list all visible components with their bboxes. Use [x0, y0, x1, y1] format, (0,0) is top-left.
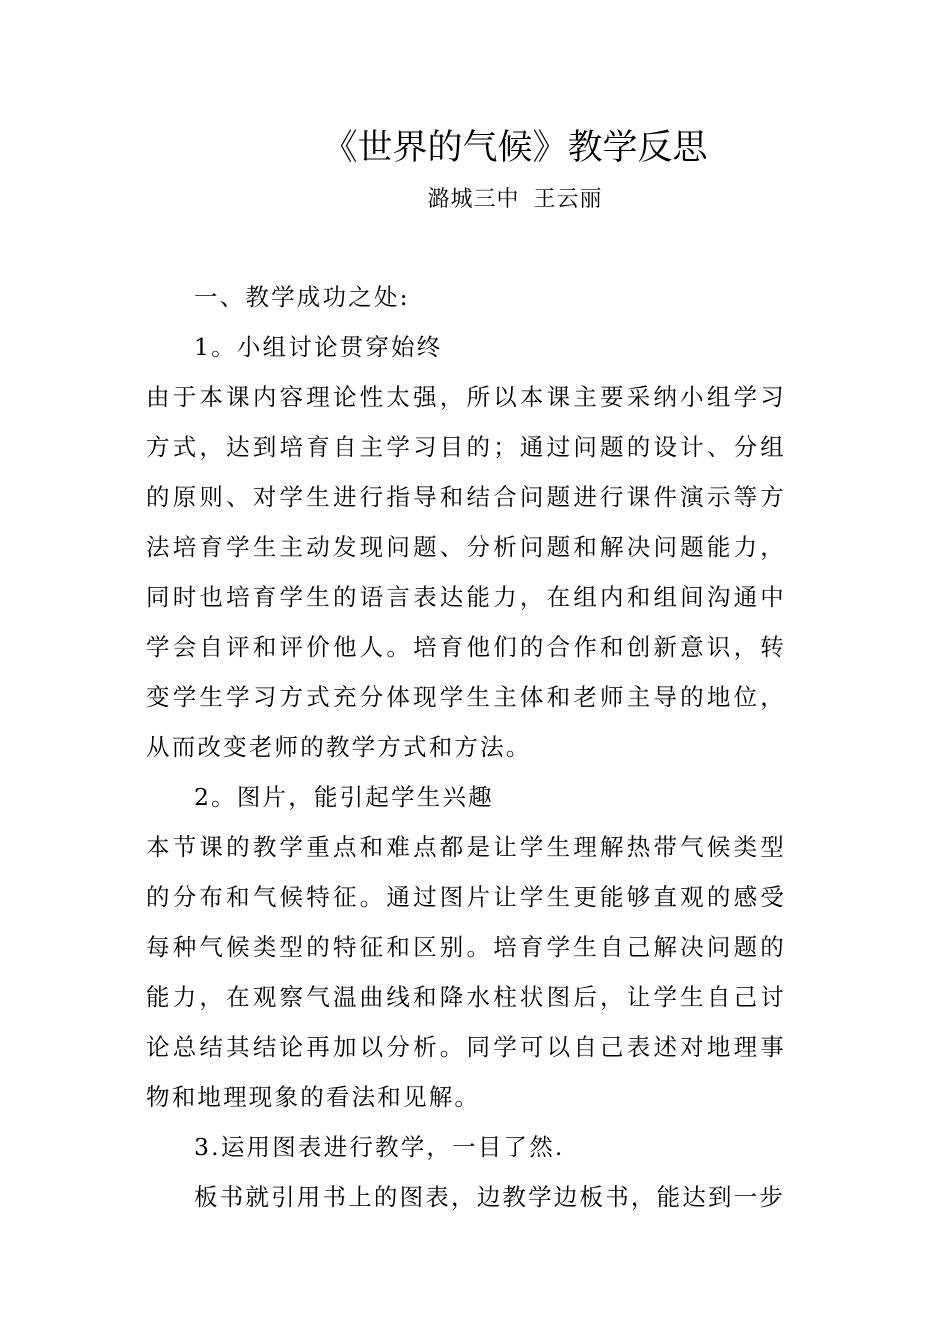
document-body	[146, 272, 786, 1222]
author-school: 潞城三中	[427, 187, 520, 212]
subheading-2: 2。图片，能引起学生兴趣	[194, 783, 494, 811]
subheading-1: 1。小组讨论贯穿始终	[194, 333, 443, 361]
subheading-3: 3.运用图表进行教学，一目了然.	[194, 1133, 565, 1161]
author-name: 王云丽	[533, 187, 603, 212]
paragraph-1: 由于本课内容理论性太强，所以本课主要采纳小组学习方式，达到培育自主学习目的；通过问题的设计、分组的原则、对学生进行指导和结合问题进行课件演示等方法培育学生主动发现问题、分析问题和解决问题能力，同时也培育学生的语言表达能力，在组内和组间沟通中学会自评和评价他人。培育他们的合作和创新意识，转变学生学习方式充分体现学生主体和老师主导的地位，从而改变老师的教学方式和方法。	[146, 383, 786, 761]
paragraph-2: 本节课的教学重点和难点都是让学生理解热带气候类型的分布和气候特征。通过图片让学生更能够直观的感受每种气候类型的特征和区别。培育学生自己解决问题的能力，在观察气温曲线和降水柱状图后，让学生自己讨论总结其结论再加以分析。同学可以自己表述对地理事物和地理现象的看法和见解。	[146, 833, 786, 1111]
document-title: 《世界的气候》教学反思	[322, 128, 708, 168]
author-line	[0, 182, 950, 218]
section-heading: 一、教学成功之处:	[194, 283, 410, 311]
paragraph-3: 板书就引用书上的图表，边教学边板书，能达到一步	[194, 1183, 786, 1211]
